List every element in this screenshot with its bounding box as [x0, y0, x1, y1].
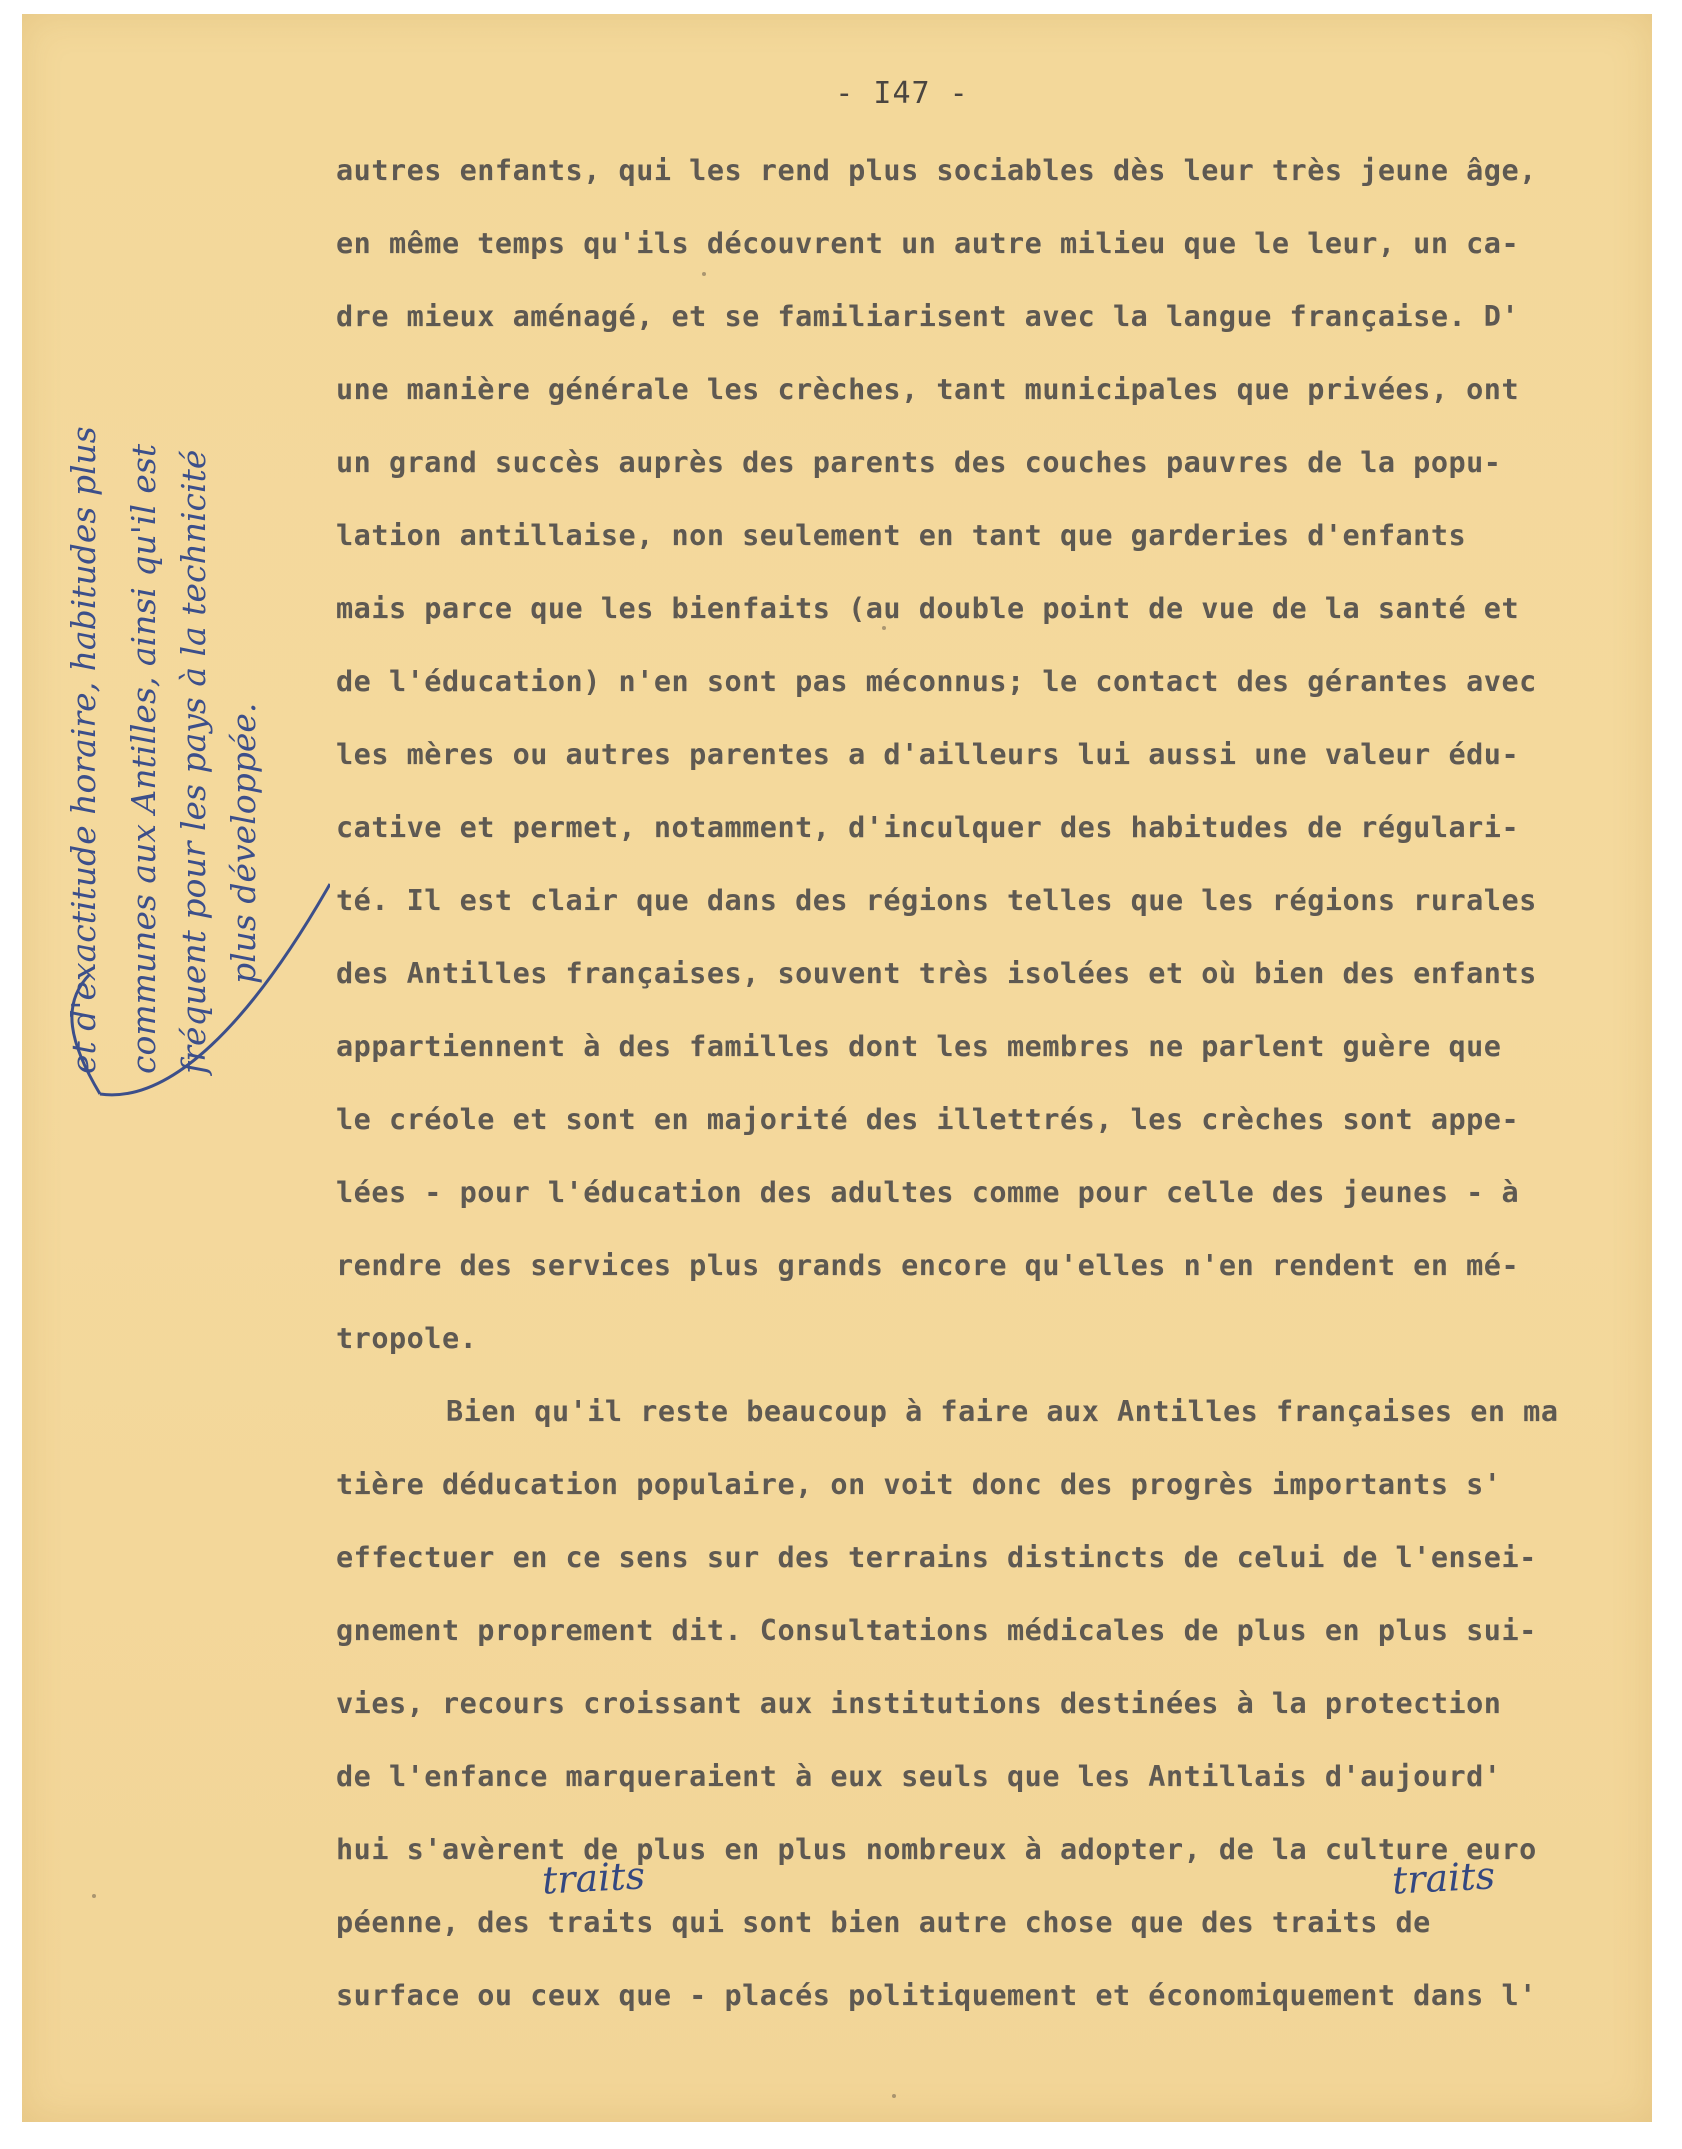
- margin-line-1: et d'exactitude horaire, habitudes plus: [64, 426, 103, 1074]
- text-line: appartiennent à des familles dont les membres ne parlent guère que: [336, 1030, 1502, 1063]
- margin-line-4: plus développée.: [224, 702, 263, 984]
- text-line: lées - pour l'éducation des adultes comme pour celle des jeunes - à: [336, 1176, 1520, 1209]
- text-line: tière déducation populaire, on voit donc des progrès importants s': [336, 1468, 1502, 1501]
- text-line: tropole.: [336, 1322, 478, 1355]
- document-page: [22, 14, 1652, 2122]
- text-line: hui s'avèrent de plus en plus nombreux à adopter, de la culture euro: [336, 1833, 1537, 1866]
- text-line: vies, recours croissant aux institutions destinées à la protection: [336, 1687, 1502, 1720]
- text-line: rendre des services plus grands encore qu'elles n'en rendent en mé-: [336, 1249, 1520, 1282]
- paragraph-1: [336, 134, 1676, 1375]
- text-line: les mères ou autres parentes a d'ailleurs lui aussi une valeur édu-: [336, 738, 1520, 771]
- text-line: en même temps qu'ils découvrent un autre milieu que le leur, un ca-: [336, 227, 1520, 260]
- handwritten-correction: traits: [1390, 1853, 1497, 1903]
- text-line: lation antillaise, non seulement en tant que garderies d'enfants: [336, 519, 1467, 552]
- text-line: mais parce que les bienfaits (au double point de vue de la santé et: [336, 592, 1520, 625]
- text-line: une manière générale les crèches, tant municipales que privées, ont: [336, 373, 1520, 406]
- text-line: de l'éducation) n'en sont pas méconnus; le contact des gérantes avec: [336, 665, 1537, 698]
- text-line: gnement proprement dit. Consultations médicales de plus en plus sui-: [336, 1614, 1537, 1647]
- paper-speck: [702, 272, 706, 276]
- paper-speck: [882, 626, 886, 630]
- handwritten-margin-note: [30, 144, 330, 1144]
- text-line: surface ou ceux que - placés politiquement et économiquement dans l': [336, 1979, 1537, 2012]
- paragraph-2: [336, 1375, 1676, 2032]
- text-line: des Antilles françaises, souvent très isolées et où bien des enfants: [336, 957, 1537, 990]
- margin-note-svg: [30, 144, 330, 1144]
- text-line: péenne, des traits qui sont bien autre chose que des traits de: [336, 1906, 1431, 1939]
- typed-body-text: [336, 134, 1676, 2032]
- text-line: le créole et sont en majorité des illettrés, les crèches sont appe-: [336, 1103, 1520, 1136]
- margin-line-2: communes aux Antilles, ainsi qu'il est: [124, 443, 163, 1074]
- handwritten-correction: traits: [540, 1853, 647, 1903]
- text-line: Bien qu'il reste beaucoup à faire aux Antilles françaises en ma: [446, 1395, 1559, 1428]
- text-line: effectuer en ce sens sur des terrains distincts de celui de l'ensei-: [336, 1541, 1537, 1574]
- margin-line-3: fréquent pour les pays à la technicité: [174, 449, 213, 1074]
- paper-speck: [892, 2094, 896, 2098]
- text-line: un grand succès auprès des parents des couches pauvres de la popu-: [336, 446, 1502, 479]
- text-line: dre mieux aménagé, et se familiarisent avec la langue française. D': [336, 300, 1520, 333]
- paper-speck: [92, 1894, 96, 1898]
- page-number: - I47 -: [835, 76, 969, 111]
- text-line: cative et permet, notamment, d'inculquer des habitudes de régulari-: [336, 811, 1520, 844]
- text-line: de l'enfance marqueraient à eux seuls que les Antillais d'aujourd': [336, 1760, 1502, 1793]
- text-line: autres enfants, qui les rend plus sociables dès leur très jeune âge,: [336, 154, 1537, 187]
- text-line: té. Il est clair que dans des régions telles que les régions rurales: [336, 884, 1537, 917]
